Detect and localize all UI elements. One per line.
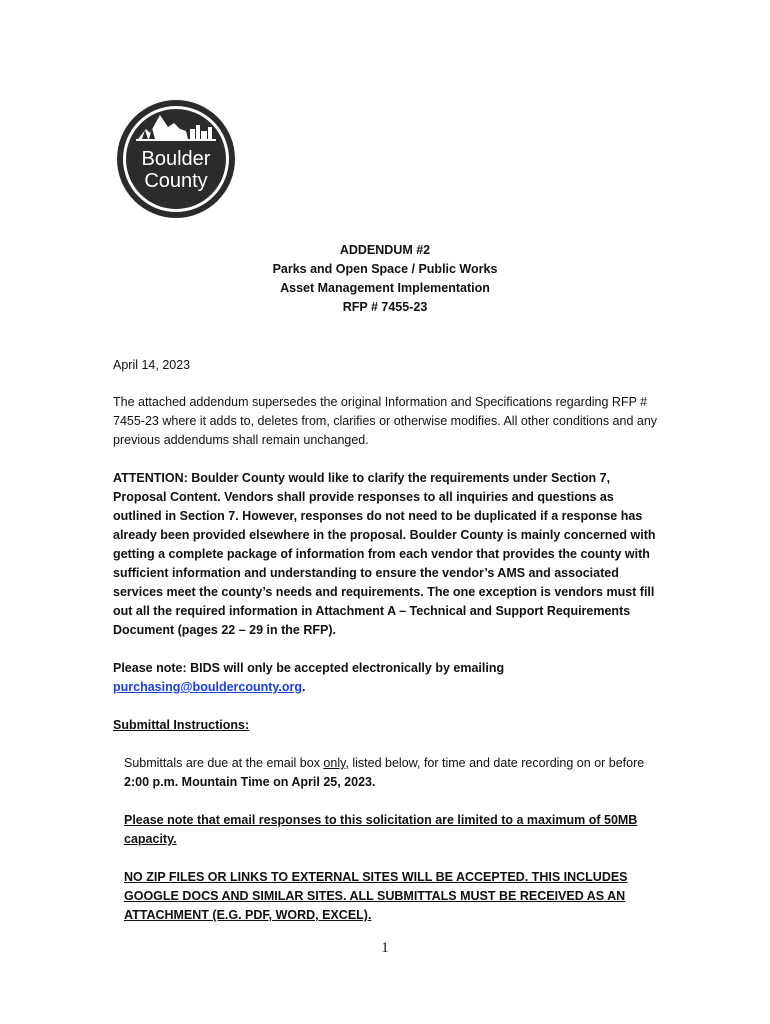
document-heading — [0, 241, 770, 317]
bids-note — [113, 659, 661, 697]
intro-paragraph: The attached addendum supersedes the original Information and Specifications regarding RFP # 7455-23 where it adds to, deletes from, clarifies or otherwise modifies. All other conditions and any previous addendums shall remain unchanged. — [113, 395, 658, 447]
bids-note-text: Please note: BIDS will only be accepted electronically by emailing — [113, 661, 505, 675]
logo-text-line2: County — [144, 170, 208, 192]
zip-files-note: NO ZIP FILES OR LINKS TO EXTERNAL SITES WILL BE ACCEPTED. THIS INCLUDES GOOGLE DOCS AND SIMILAR SITES. ALL SUBMITTALS MUST BE RECEIVED AS AN ATTACHMENT (E.G. PDF, WORD, EXCEL). — [124, 870, 628, 922]
attention-paragraph: ATTENTION: Boulder County would like to clarify the requirements under Section 7, Proposal Content. Vendors shall provide responses to all inquiries and questions as outlined in Section 7. However, responses do not need to be duplicated if a response has already been provided elsewhere in the proposal. Boulder County is mainly concerned with getting a complete package of information from each vendor that provides the county with sufficient information and understanding to ensure the vendor’s AMS and associated services meet the county’s needs and requirements. The one exception is vendors must fill out all the required information in Attachment A – Technical and Support Requirements Document (pages 22 – 29 in the RFP). — [113, 471, 656, 637]
bids-note-end: . — [302, 680, 306, 694]
submittal-due-paragraph — [124, 754, 664, 792]
project-line: Asset Management Implementation — [280, 281, 490, 295]
logo-emblem — [116, 99, 236, 219]
submittal-instructions-title: Submittal Instructions: — [113, 718, 250, 732]
document-date: April 14, 2023 — [113, 358, 191, 372]
due-text-post: listed below, for time and date recording on or before — [348, 756, 645, 770]
page-number: 1 — [381, 940, 389, 956]
purchasing-email-link[interactable]: purchasing@bouldercounty.org — [113, 680, 303, 694]
due-text-only: only, — [323, 756, 349, 770]
department-line: Parks and Open Space / Public Works — [272, 262, 498, 276]
due-text-pre: Submittals are due at the email box — [124, 756, 324, 770]
due-time: 2:00 p.m. Mountain Time on April 25, 2023. — [124, 775, 376, 789]
size-limit-note: Please note that email responses to this solicitation are limited to a maximum of 50MB capacity. — [124, 813, 638, 846]
addendum-title: ADDENDUM #2 — [339, 243, 431, 257]
logo-text-line1: Boulder — [141, 148, 211, 170]
rfp-number: RFP # 7455-23 — [342, 300, 428, 314]
boulder-county-logo — [116, 99, 236, 219]
